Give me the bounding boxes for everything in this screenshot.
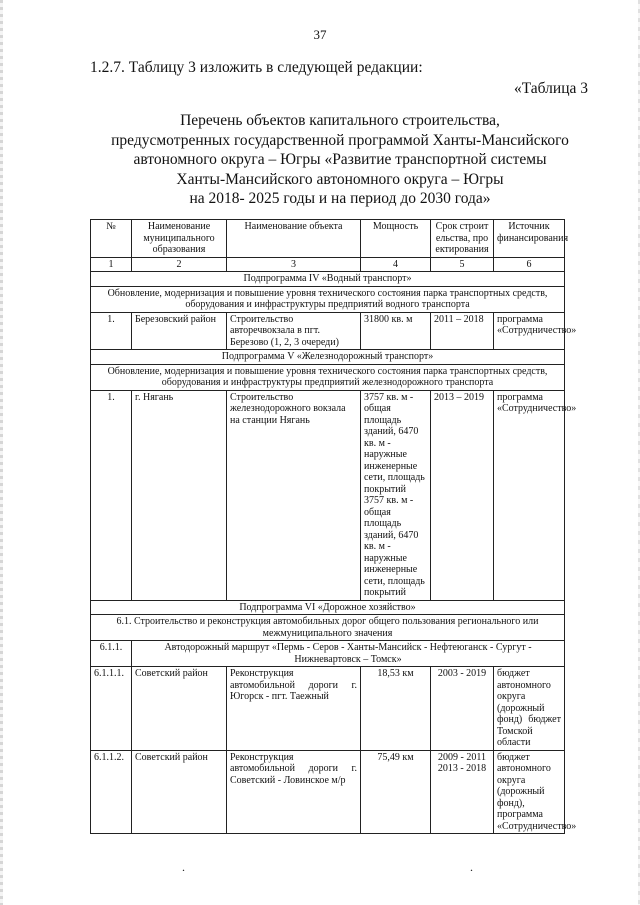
column-number: 1 bbox=[91, 257, 132, 272]
header-capacity: Мощность bbox=[361, 220, 431, 258]
row-object: Реконструкция автомобильной дороги г. Югорск - пгт. Таежный bbox=[227, 667, 361, 751]
column-number: 4 bbox=[361, 257, 431, 272]
title-line: автономного округа – Югры «Развитие транспортной системы bbox=[133, 151, 547, 168]
row-capacity: 75,49 км bbox=[361, 750, 431, 834]
subprogram-row bbox=[91, 272, 565, 287]
route-number: 6.1.1. bbox=[91, 641, 132, 667]
row-object: Строительство железнодорожного вокзала на станции Нягань bbox=[227, 390, 361, 600]
row-source: программа «Сотрудничество» bbox=[494, 312, 565, 350]
route-title: Автодорожный маршрут «Пермь - Серов - Ханты-Мансийск - Нефтеюганск - Сургут - Нижневартовск – Томск» bbox=[132, 641, 565, 667]
table-row bbox=[91, 312, 565, 350]
subprogram-6-title: Подпрограмма VI «Дорожное хозяйство» bbox=[91, 600, 565, 615]
period-line: 2013 - 2018 bbox=[437, 763, 487, 774]
subprogram-row bbox=[91, 350, 565, 365]
row-period: 2003 - 2019 bbox=[431, 667, 494, 751]
title-line: Перечень объектов капитального строительства, bbox=[180, 112, 500, 129]
row-period: 2013 – 2019 bbox=[431, 390, 494, 600]
subprogram-6-description: 6.1. Строительство и реконструкция автомобильных дорог общего пользования регионального или межмуниципального значения bbox=[91, 615, 565, 641]
column-number: 5 bbox=[431, 257, 494, 272]
header-source: Источник финансирования bbox=[494, 220, 565, 258]
header-municipality: Наименование муниципального образования bbox=[132, 220, 227, 258]
subprogram-5-title: Подпрограмма V «Железнодорожный транспорт» bbox=[91, 350, 565, 365]
row-number: 6.1.1.1. bbox=[91, 667, 132, 751]
row-period: 2011 – 2018 bbox=[431, 312, 494, 350]
column-number: 3 bbox=[227, 257, 361, 272]
row-number: 6.1.1.2. bbox=[91, 750, 132, 834]
table-row bbox=[91, 667, 565, 751]
header-object: Наименование объекта bbox=[227, 220, 361, 258]
row-capacity: 31800 кв. м bbox=[361, 312, 431, 350]
title-line: на 2018- 2025 годы и на период до 2030 года» bbox=[189, 190, 491, 207]
row-municipality: Советский район bbox=[132, 750, 227, 834]
header-number: № bbox=[91, 220, 132, 258]
document-title bbox=[60, 111, 620, 209]
title-line: Ханты-Мансийского автономного округа – Югры bbox=[176, 170, 504, 188]
subprogram-desc-row bbox=[91, 286, 565, 312]
row-source: бюджет автономного округа (дорожный фонд) бюджет Томской области bbox=[494, 667, 565, 751]
subprogram-5-description: Обновление, модернизация и повышение уровня технического состояния парка транспортных средств, оборудования и инфраструктуры предприятий железнодорожного транспорта bbox=[91, 364, 565, 390]
row-municipality: Березовский район bbox=[132, 312, 227, 350]
subprogram-4-title: Подпрограмма IV «Водный транспорт» bbox=[91, 272, 565, 287]
row-municipality: Советский район bbox=[132, 667, 227, 751]
row-source: программа «Сотрудничество» bbox=[494, 390, 565, 600]
footer-mark: . bbox=[470, 860, 473, 874]
amendment-intro: 1.2.7. Таблицу 3 изложить в следующей редакции: bbox=[90, 59, 423, 76]
row-municipality: г. Нягань bbox=[132, 390, 227, 600]
header-row bbox=[91, 220, 565, 258]
row-number: 1. bbox=[91, 390, 132, 600]
footer-mark: . bbox=[182, 860, 185, 874]
subprogram-row bbox=[91, 600, 565, 615]
column-number: 6 bbox=[494, 257, 565, 272]
row-period bbox=[431, 750, 494, 834]
table-row bbox=[91, 390, 565, 600]
row-object: Реконструкция автомобильной дороги г. Советский - Ловинское м/р bbox=[227, 750, 361, 834]
scan-edge-left bbox=[0, 0, 3, 905]
subprogram-4-description: Обновление, модернизация и повышение уровня технического состояния парка транспортных средств, оборудования и инфраструктуры предприятий водного транспорта bbox=[91, 286, 565, 312]
period-line: 2009 - 2011 bbox=[438, 751, 486, 763]
row-object: Строительство авторечвокзала в пгт. Березово (1, 2, 3 очереди) bbox=[227, 312, 361, 350]
column-number: 2 bbox=[132, 257, 227, 272]
objects-table bbox=[90, 219, 577, 834]
column-numbers-row bbox=[91, 257, 565, 272]
row-source: бюджет автономного округа (дорожный фонд), программа «Сотрудничество» bbox=[494, 750, 565, 834]
page-number: 37 bbox=[313, 27, 327, 42]
subprogram-desc-row bbox=[91, 615, 565, 641]
row-capacity: 3757 кв. м - общая площадь зданий, 6470 кв. м - наружные инженерные сети, площадь покрытий 3757 кв. м - общая площадь зданий, 6470 кв. м - наружные инженерные сети, площадь покрытий bbox=[361, 390, 431, 600]
row-number: 1. bbox=[91, 312, 132, 350]
table-reference: «Таблица 3 bbox=[513, 80, 588, 97]
title-line: предусмотренных государственной программой Ханты-Мансийского bbox=[111, 131, 569, 149]
row-capacity: 18,53 км bbox=[361, 667, 431, 751]
route-row bbox=[91, 641, 565, 667]
table-row bbox=[91, 750, 565, 834]
header-period: Срок строительства, проектирования bbox=[431, 220, 494, 258]
subprogram-desc-row bbox=[91, 364, 565, 390]
